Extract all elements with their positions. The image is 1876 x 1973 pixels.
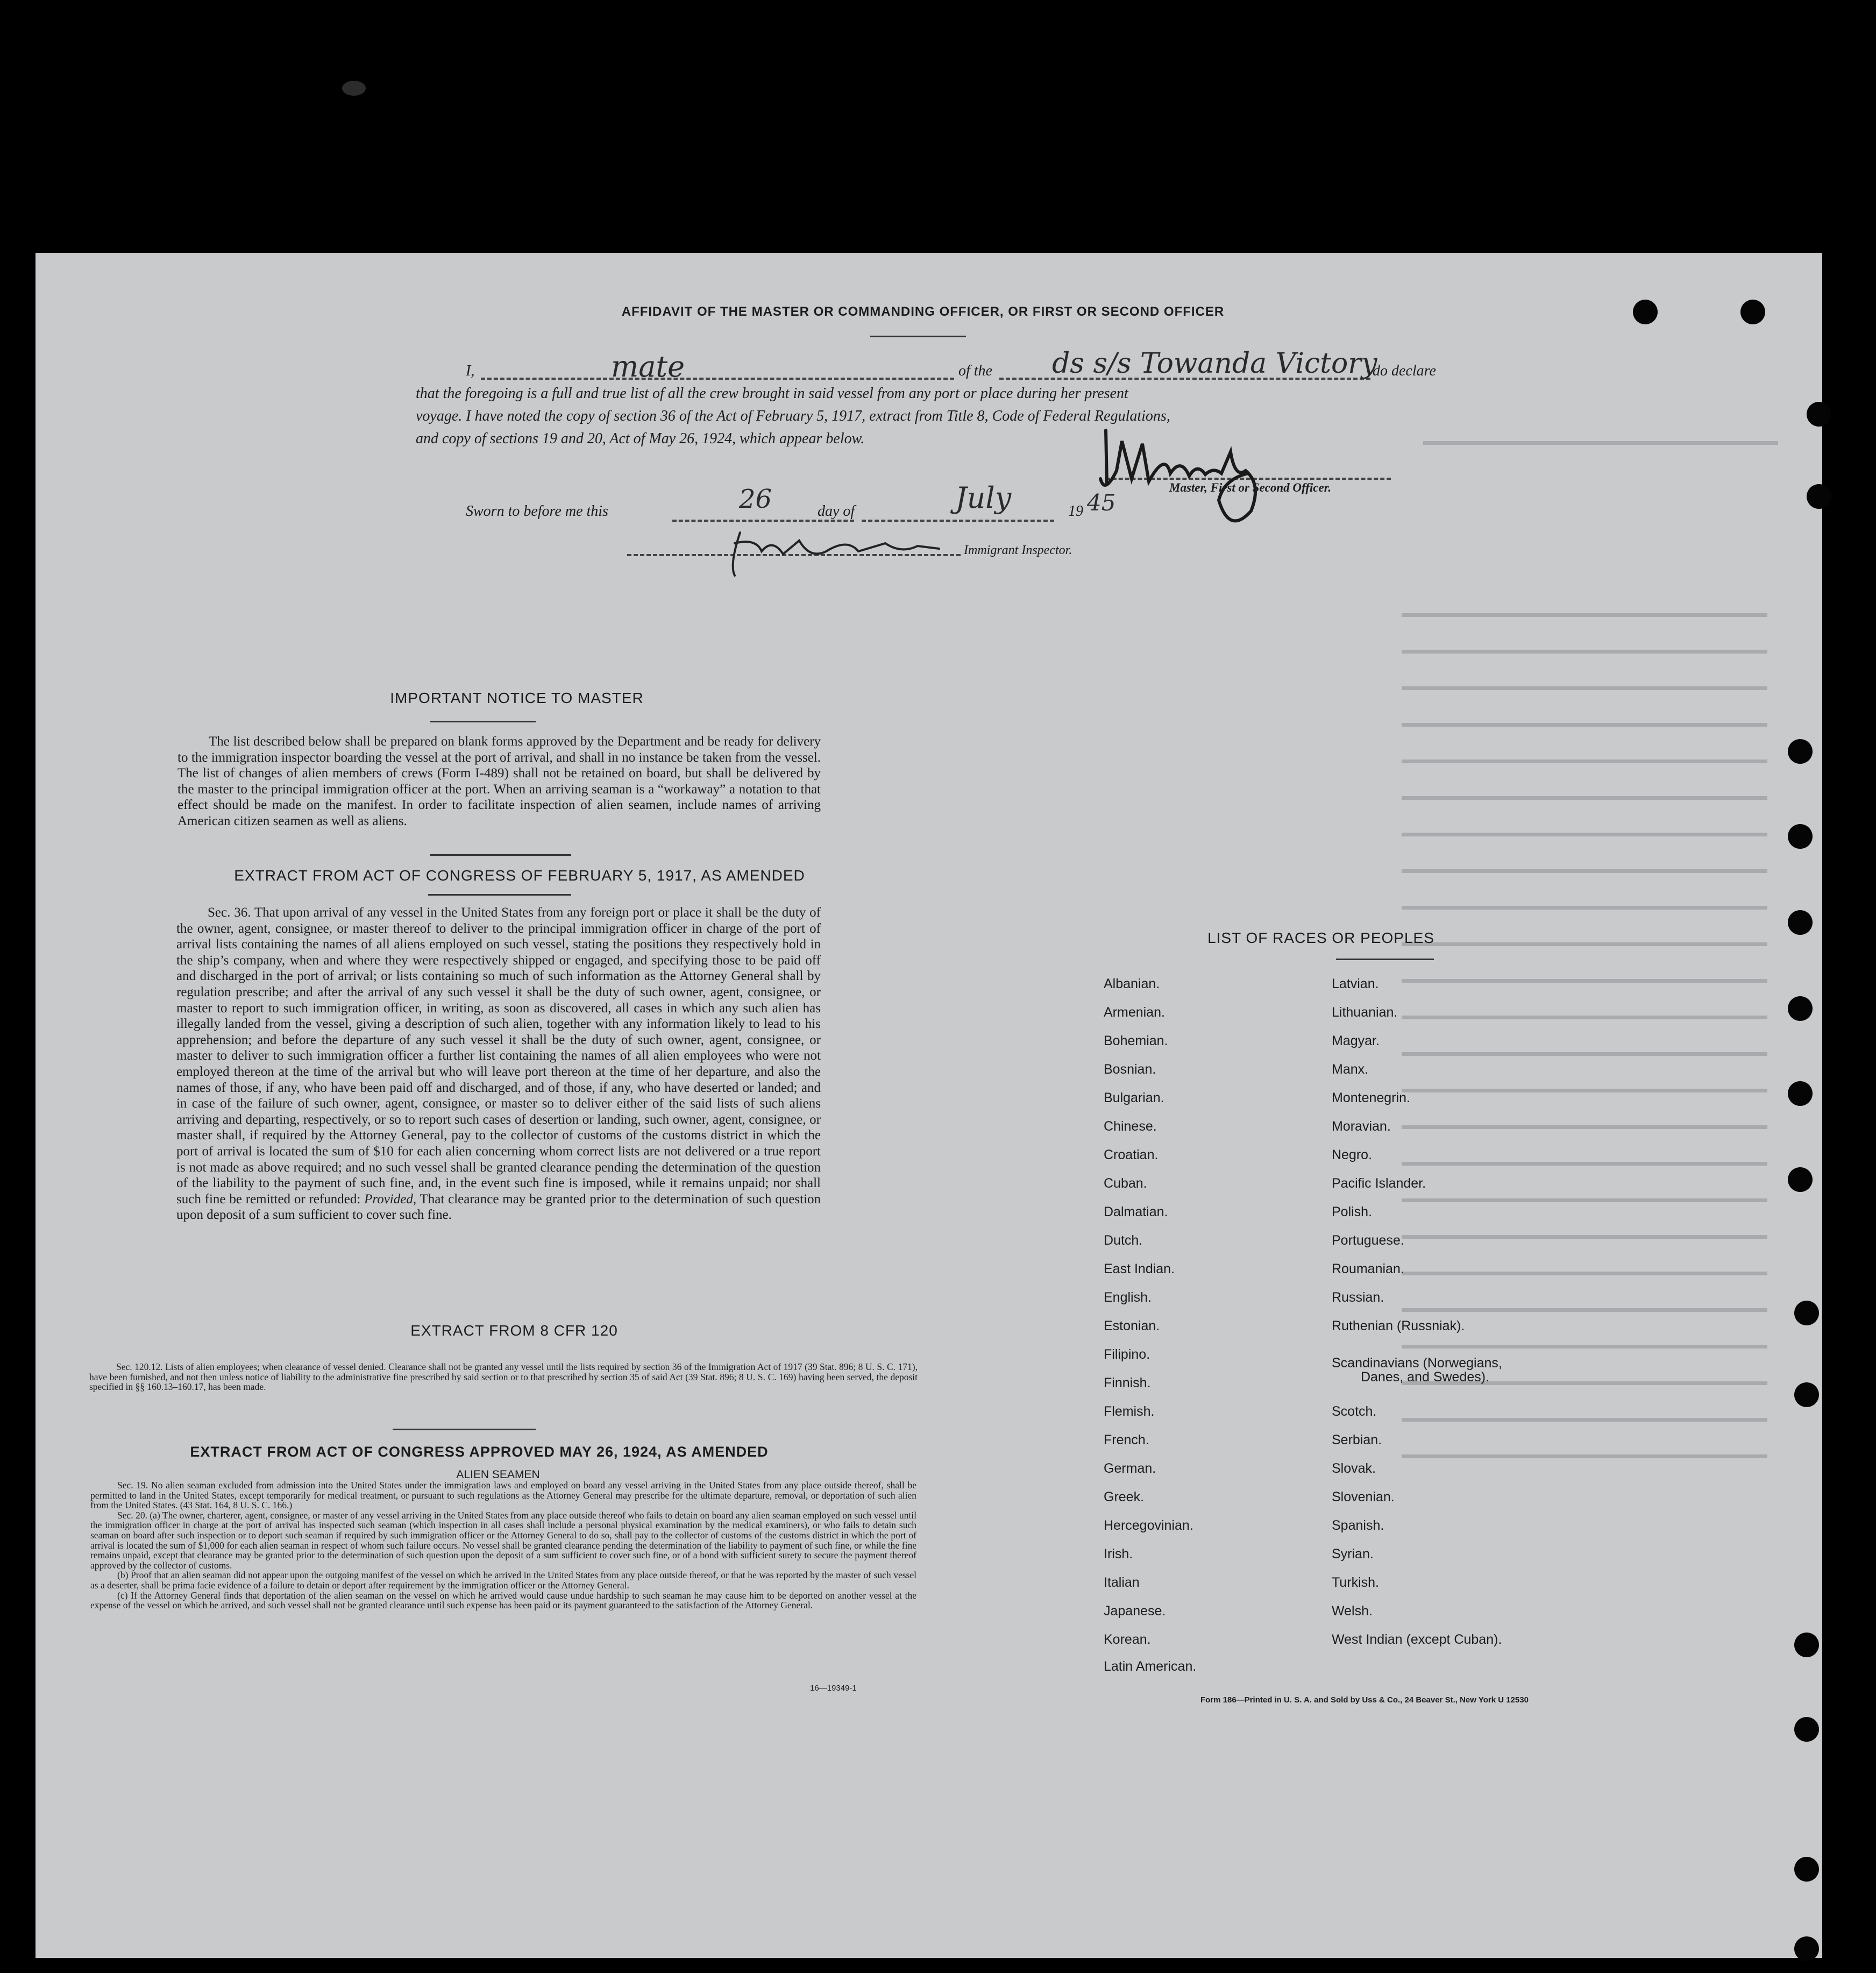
handwritten-month: July [955, 481, 1012, 515]
races-title: LIST OF RACES OR PEOPLES [1207, 929, 1434, 946]
race-item: Flemish. [1104, 1404, 1155, 1419]
race-item: Croatian. [1104, 1147, 1159, 1162]
bleed-through-mark [1402, 796, 1767, 800]
bleed-through-mark [1402, 686, 1767, 690]
bleed-through-mark [1402, 1308, 1767, 1312]
race-item: East Indian. [1104, 1261, 1175, 1276]
race-item: Bosnian. [1104, 1062, 1156, 1077]
punch-hole [1794, 1301, 1819, 1325]
section-36-label: Sec. 36. [208, 905, 251, 920]
bleed-through-mark [1402, 613, 1767, 617]
handwritten-year: 45 [1087, 489, 1116, 516]
divider [430, 721, 536, 722]
race-item: Bulgarian. [1104, 1090, 1164, 1105]
section-20a-text: Sec. 20. (a) The owner, charterer, agent, consignee, or master of any vessel arriving in the United States from any place outside thereof who fails to detain on board any alien seaman employed on such vessel until the immigration officer in charge at the port of arrival has inspected such seaman (which inspection in all cases shall include a personal physical examination by the medical examiners), or who fails to detain such seaman on board after such inspection or to deport such seaman if required by such immigration officer or the Attorney General to do so, shall pay to the collector of customs of the customs district in which the port of arrival is located the sum of $1,000 for each alien seaman in respect of whom such failure occurs. No vessel shall be granted clearance pending the determination of the liability to payment of such fine, or while the fine remains unpaid, except that clearance may be granted prior to the determination of such question upon the deposit of a sum sufficient to cover such fine, or of a bond with sufficient surety to secure the payment thereof approved by the collector of customs. [90, 1509, 916, 1571]
year-prefix: 19 [1068, 503, 1083, 520]
race-item: Moravian. [1332, 1119, 1391, 1134]
punch-hole [1794, 1633, 1819, 1657]
affidavit-of-the-label: of the [958, 363, 992, 379]
master-signature-label: Master, First or Second Officer. [1169, 481, 1332, 494]
officer-name-field [481, 378, 954, 380]
punch-hole [1788, 1167, 1813, 1192]
bleed-through-mark [1402, 650, 1767, 654]
affidavit-title: AFFIDAVIT OF THE MASTER OR COMMANDING OFFICER, OR FIRST OR SECOND OFFICER [621, 304, 1225, 319]
cfr-title: EXTRACT FROM 8 CFR 120 [410, 1322, 618, 1339]
extract-1917-title: EXTRACT FROM ACT OF CONGRESS OF FEBRUARY 5, 1917, AS AMENDED [234, 867, 805, 884]
handwritten-officer-title: mate [611, 350, 685, 384]
race-item: Spanish. [1332, 1518, 1384, 1533]
day-of-label: day of [818, 503, 855, 520]
race-item: Filipino. [1104, 1347, 1150, 1362]
affidavit-line-4: and copy of sections 19 and 20, Act of May 26, 1924, which appear below. [416, 430, 865, 447]
race-item: Italian [1104, 1575, 1140, 1590]
race-item: Greek. [1104, 1489, 1145, 1504]
race-item: German. [1104, 1461, 1156, 1476]
race-item: Cuban. [1104, 1176, 1147, 1191]
race-item: Roumanian. [1332, 1261, 1404, 1276]
section-19-text: Sec. 19. No alien seaman excluded from admission into the United States under the immigration laws and employed on board any vessel arriving in the United States from any place outside thereof, shall be permitted to land in the United States, except temporarily for medical treatment, or pursuant to such regulations as the Attorney General may prescribe for the ultimate departure, removal, or deportation of such alien from the United States. (43 Stat. 164, 8 U. S. C. 166.) [90, 1480, 916, 1511]
punch-hole [1794, 1857, 1819, 1882]
bleed-through-mark [1402, 723, 1767, 727]
race-item: Pacific Islander. [1332, 1176, 1426, 1191]
punch-hole [1788, 996, 1813, 1021]
sworn-label: Sworn to before me this [466, 503, 608, 520]
divider [428, 894, 571, 896]
race-item: Slovak. [1332, 1461, 1376, 1476]
bleed-through-mark [1402, 906, 1767, 910]
section-20c-text: (c) If the Attorney General finds that deportation of the alien seaman on the vessel on which he arrived would cause undue hardship to such seaman he may cause him to be deported on another vessel at the expense of the vessel on which he arrived, and such vessel shall not be granted clearance until such expense has been paid or its payment guaranteed to the satisfaction of the Attorney General. [90, 1589, 916, 1611]
race-item: Armenian. [1104, 1005, 1165, 1020]
extract-1924-subtitle: ALIEN SEAMEN [456, 1468, 540, 1481]
extract-1924-body [90, 1480, 916, 1610]
race-item: Latin American. [1104, 1659, 1197, 1674]
race-item: English. [1104, 1290, 1152, 1305]
cfr-body: Sec. 120.12. Lists of alien employees; when clearance of vessel denied. Clearance shall not be granted any vessel until the lists required by section 36 of the Immigration Act of 1917 (39 Stat. 896; 8 U. S. C. 171), have been furnished, and not then unless notice of liability to the administrative fine prescribed by said section or to that prescribed by section 35 of said Act (39 Stat. 896; 8 U. S. C. 169) having been served, the deposit specified in §§ 160.13–160.17, has been made. [89, 1361, 918, 1393]
race-item: Hercegovinian. [1104, 1518, 1193, 1533]
race-item: Syrian. [1332, 1546, 1374, 1562]
race-item: Negro. [1332, 1147, 1373, 1162]
notice-body: The list described below shall be prepared on blank forms approved by the Department and be ready for delivery to the immigration inspector boarding the vessel at the port of arrival, and shall in no instance be taken from the vessel. The list of changes of alien members of crews (Form I-489) shall not be retained on board, but shall be delivered by the master to the principal immigration officer at the port. When an arriving seaman is a “workaway” a notation to that effect should be made on the manifest. In order to facilitate inspection of alien seamen, include names of arriving American citizen seamen as well as aliens. [177, 734, 821, 828]
race-item: Estonian. [1104, 1318, 1160, 1333]
race-item: Scotch. [1332, 1404, 1377, 1419]
section-20b-text: (b) Proof that an alien seaman did not appear upon the outgoing manifest of the vessel on which he arrived in the United States from any place outside thereof, or that he was reported by the master of such vessel as a deserter, shall be prima facie evidence of a failure to detain or deport after requirement by the immigration officer or the Attorney General. [90, 1570, 916, 1591]
section-36-text-end: That clearance may be granted prior to the determination of such question upon deposit of a sum sufficient to cover such fine. [176, 1191, 821, 1223]
punch-hole [1794, 1382, 1819, 1407]
bleed-through-mark [1402, 1089, 1767, 1092]
race-item: Danes, and Swedes). [1361, 1369, 1490, 1385]
race-item: Russian. [1332, 1290, 1384, 1305]
affidavit-do-declare: do declare [1373, 363, 1436, 379]
bleed-through-mark [1402, 1272, 1767, 1275]
punch-hole [1807, 402, 1831, 427]
race-item: Albanian. [1104, 976, 1160, 991]
manifest-sheet [35, 253, 1822, 1958]
divider [393, 1429, 536, 1430]
divider [1336, 959, 1434, 960]
handwritten-day: 26 [739, 484, 772, 514]
race-item: West Indian (except Cuban). [1332, 1632, 1502, 1647]
race-item: Ruthenian (Russniak). [1332, 1318, 1465, 1333]
extract-1917-body [176, 905, 821, 1223]
punch-hole [1788, 739, 1813, 764]
affidavit-line-3: voyage. I have noted the copy of section 36 of the Act of February 5, 1917, extract from Title 8, Code of Federal Regulations, [416, 408, 1170, 424]
bleed-through-mark [1402, 1162, 1767, 1166]
race-item: Japanese. [1104, 1603, 1166, 1619]
inspector-label: Immigrant Inspector. [964, 543, 1072, 557]
race-item: Welsh. [1332, 1603, 1373, 1619]
provided-word: Provided, [364, 1191, 417, 1206]
bleed-through-mark [1402, 1125, 1767, 1129]
race-item: Manx. [1332, 1062, 1369, 1077]
race-item: Dalmatian. [1104, 1204, 1168, 1219]
notice-title: IMPORTANT NOTICE TO MASTER [390, 690, 644, 706]
master-signature [1090, 420, 1337, 527]
margin-smudge [342, 81, 366, 96]
bleed-through-mark [1402, 760, 1767, 763]
bleed-through-mark [1402, 833, 1767, 836]
race-item: Turkish. [1332, 1575, 1379, 1590]
inspector-signature [724, 522, 950, 581]
punch-hole [1794, 1936, 1819, 1961]
race-item: Chinese. [1104, 1119, 1157, 1134]
race-item: Korean. [1104, 1632, 1151, 1647]
bleed-through-mark [1402, 979, 1767, 983]
affidavit-line-2: that the foregoing is a full and true list of all the crew brought in said vessel from any port or place during her present [416, 385, 1128, 402]
race-item: Slovenian. [1332, 1489, 1395, 1504]
punch-hole [1740, 300, 1765, 324]
bleed-through-mark [1402, 1198, 1767, 1202]
race-item: French. [1104, 1432, 1149, 1447]
handwritten-vessel-name: ds s/s Towanda Victory [1052, 347, 1377, 380]
bleed-through-mark [1402, 869, 1767, 873]
race-item: Montenegrin. [1332, 1090, 1410, 1105]
race-item: Finnish. [1104, 1375, 1151, 1390]
divider [430, 854, 571, 856]
form-code: 16—19349-1 [810, 1684, 857, 1693]
punch-hole [1788, 910, 1813, 935]
race-item: Latvian. [1332, 976, 1379, 991]
bleed-through-mark [1402, 1052, 1767, 1056]
race-item: Lithuanian. [1332, 1005, 1398, 1020]
punch-hole [1794, 1717, 1819, 1742]
bleed-through-mark [1402, 1345, 1767, 1349]
race-item: Portuguese. [1332, 1233, 1404, 1248]
race-item: Serbian. [1332, 1432, 1382, 1447]
race-item: Irish. [1104, 1546, 1133, 1562]
race-item: Scandinavians (Norwegians, [1332, 1355, 1502, 1371]
section-36-text: That upon arrival of any vessel in the United States from any foreign port or place it shall be the duty of the owner, agent, consignee, or master thereof to deliver to the principal immigration officer in charge of the port of arrival lists containing the names of all aliens employed on such vessel, stating the positions they respectively hold in the ship’s company, when and where they were respectively shipped or engaged, and specifying those to be paid off and discharged in the port of arrival; or lists containing so much of such information as the Attorney General shall by regulation prescribe; and after the arrival of any such vessel it shall be the duty of such owner, agent, consignee, or master to report to such immigration officer, in writing, as soon as discovered, all cases in which any such alien has illegally landed from the vessel, giving a description of such alien, together with any information likely to lead to his apprehension; and before the departure of any such vessel it shall be the duty of such owner, agent, consignee, or master to deliver to such immigration officer a further list containing the names of all alien employees who were not employed thereon at the time of the arrival but who will leave port thereon at the time of her departure, and also the names of those, if any, who have been paid off and discharged, and of those, if any, who have deserted or landed; and in case of the failure of such owner, agent, consignee, or master so to deliver either of the said lists of such aliens arriving and departing, respectively, or so to report such cases of desertion or landing, such owner, agent, consignee, or master shall, if required by the Attorney General, pay to the collector of customs of the customs district in which the port of arrival is located the sum of $10 for each alien concerning whom correct lists are not delivered or a true report is not made as above required; and no such vessel shall be granted clearance pending the determination of the question of the liability to the payment of such fine, and, in the event such fine is imposed, while it remains unpaid; nor shall such fine be remitted or refunded: [176, 905, 821, 1206]
punch-hole [1807, 484, 1831, 509]
race-item: Dutch. [1104, 1233, 1143, 1248]
extract-1924-title: EXTRACT FROM ACT OF CONGRESS APPROVED MAY 26, 1924, AS AMENDED [190, 1444, 769, 1460]
bleed-through-mark [1402, 1418, 1767, 1422]
form-footer: Form 186—Printed in U. S. A. and Sold by Uss & Co., 24 Beaver St., New York U 12530 [1200, 1695, 1529, 1705]
punch-hole [1633, 300, 1658, 324]
bleed-through-mark [1402, 1016, 1767, 1019]
bleed-through-mark [1402, 1235, 1767, 1239]
race-item: Bohemian. [1104, 1033, 1168, 1048]
divider [870, 336, 966, 337]
race-item: Polish. [1332, 1204, 1373, 1219]
bleed-through-mark [1402, 1454, 1767, 1458]
race-item: Magyar. [1332, 1033, 1380, 1048]
affidavit-i-label: I, [466, 363, 475, 379]
punch-hole [1788, 824, 1813, 849]
bleed-through-mark [1423, 441, 1778, 445]
punch-hole [1788, 1081, 1813, 1106]
